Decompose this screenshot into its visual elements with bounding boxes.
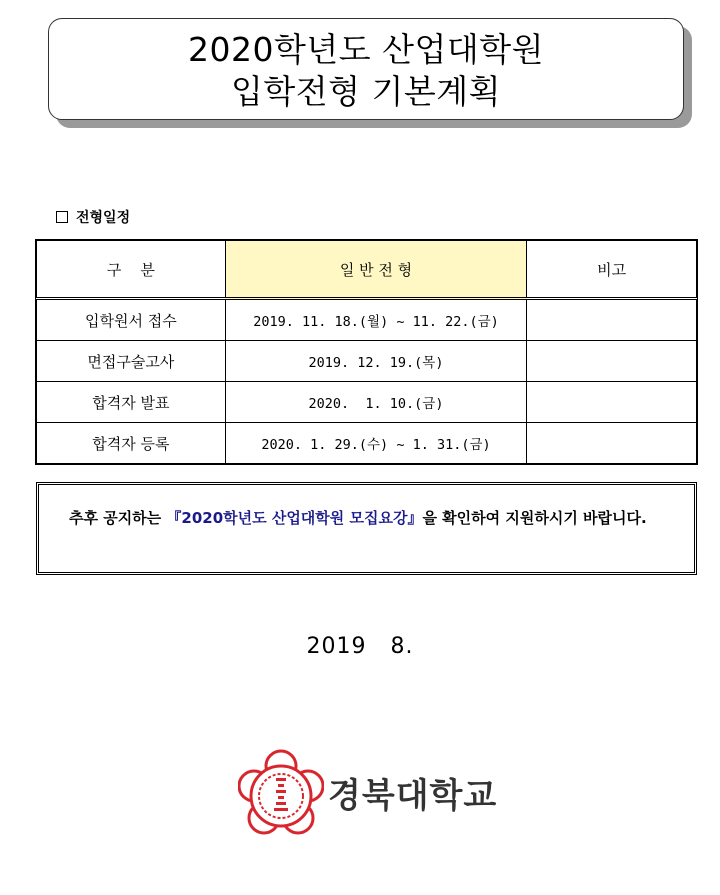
university-name: 경북대학교: [328, 776, 498, 816]
title-box: [48, 18, 684, 120]
table-header-row: [37, 241, 697, 299]
section-heading: [56, 207, 130, 227]
header-category: 구 분: [37, 241, 226, 299]
row-date: 2019. 11. 18.(월) ~ 11. 22.(금): [225, 299, 527, 341]
square-bullet-icon: [56, 211, 68, 223]
section-heading-label: 전형일정: [76, 210, 131, 226]
row-label: 합격자 등록: [37, 423, 226, 464]
document-title-line-2: 입학전형 기본계획: [230, 72, 501, 111]
row-date: 2020. 1. 29.(수) ~ 1. 31.(금): [225, 423, 527, 464]
row-note: [527, 299, 697, 341]
table-row: [37, 299, 697, 341]
document-title-line-1: 2020학년도 산업대학원: [188, 30, 544, 69]
schedule-table: [36, 240, 697, 464]
header-remarks: 비고: [527, 241, 697, 299]
document-date: 2019 8.: [306, 634, 414, 659]
row-label: 합격자 발표: [37, 382, 226, 423]
notice-text-after: 을 확인하여 지원하시기 바랍니다.: [422, 509, 647, 527]
row-note: [527, 382, 697, 423]
row-note: [527, 423, 697, 464]
notice-guide-title: 『2020학년도 산업대학원 모집요강』: [166, 509, 423, 527]
row-label: 입학원서 접수: [37, 299, 226, 341]
row-date: 2020. 1. 10.(금): [225, 382, 527, 423]
header-general-admission: 일 반 전 형: [225, 241, 527, 299]
row-label: 면접구술고사: [37, 341, 226, 382]
notice-box: [36, 482, 697, 575]
row-note: [527, 341, 697, 382]
university-emblem-icon: [238, 748, 324, 844]
notice-text-before: 추후 공지하는: [69, 509, 167, 527]
table-row: [37, 423, 697, 464]
table-row: [37, 341, 697, 382]
row-date: 2019. 12. 19.(목): [225, 341, 527, 382]
table-row: [37, 382, 697, 423]
